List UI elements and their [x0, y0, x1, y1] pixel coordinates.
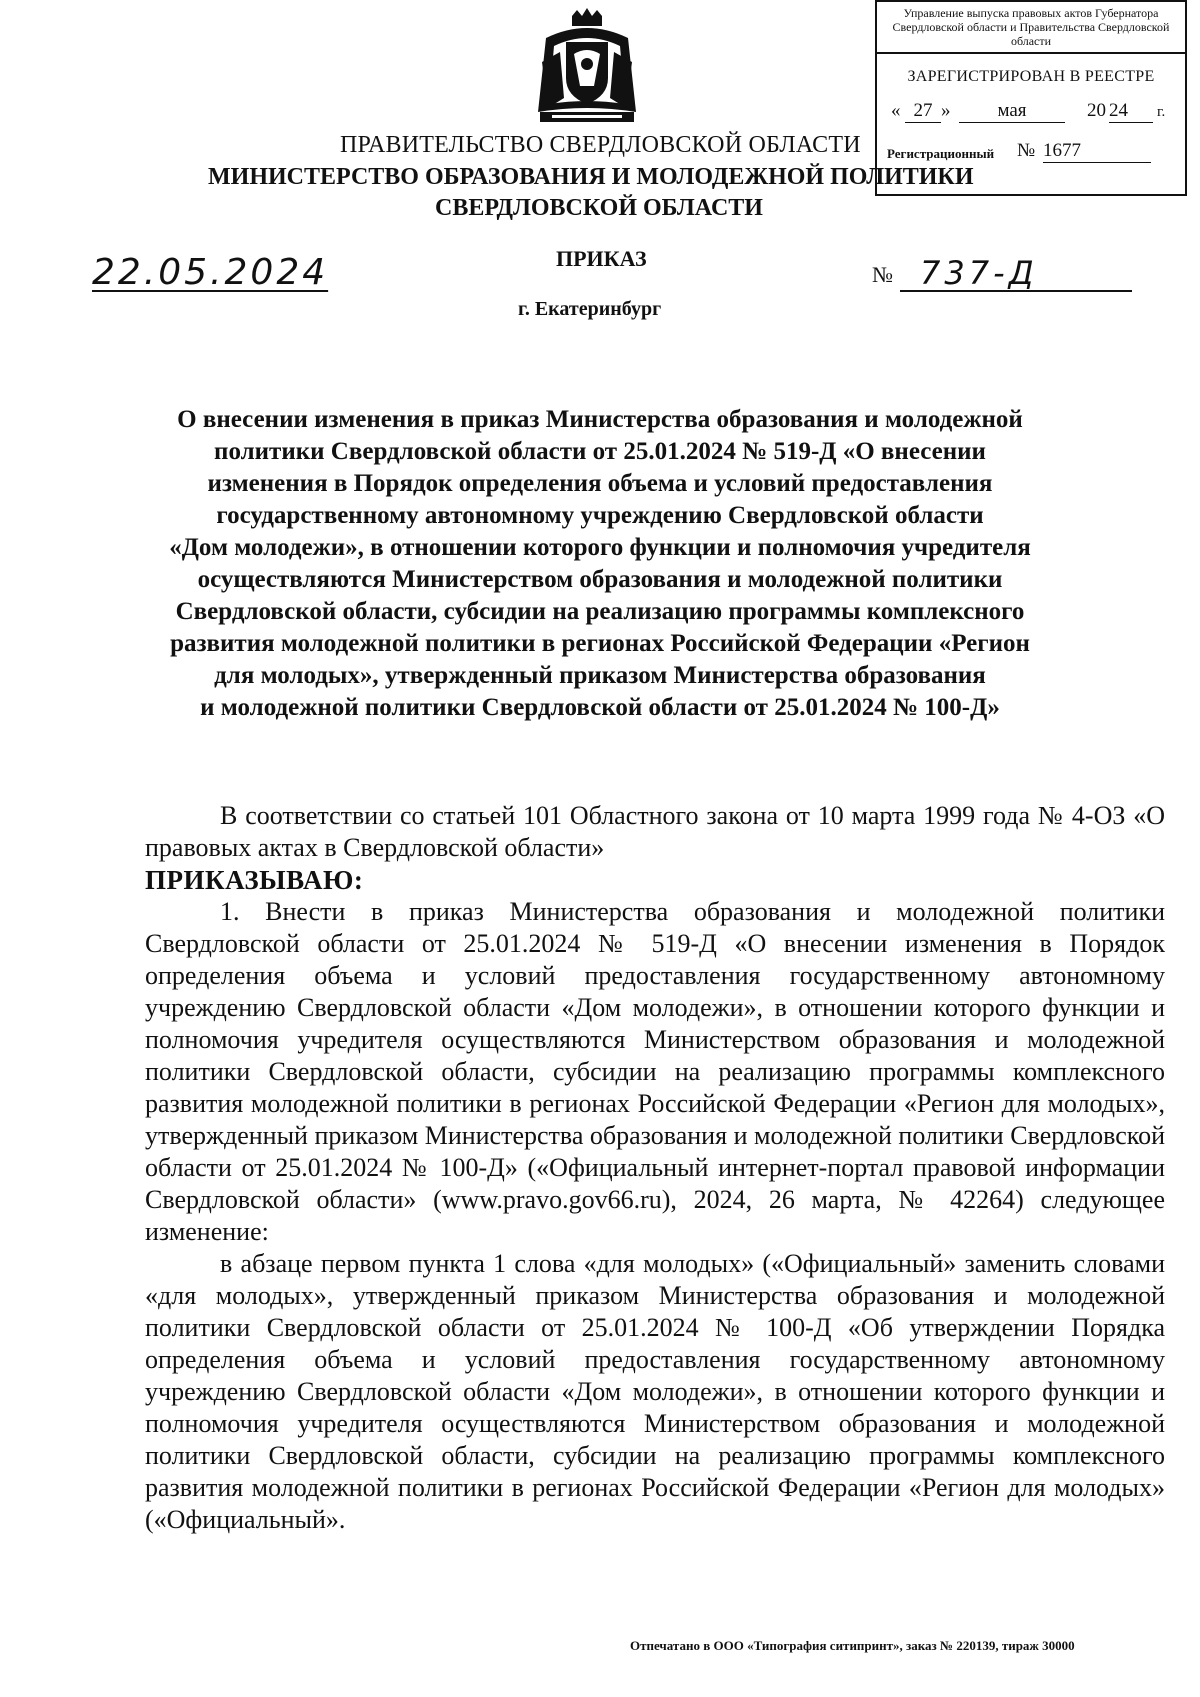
ministry-title: МИНИСТЕРСТВО ОБРАЗОВАНИЯ И МОЛОДЕЖНОЙ ПОЛИТИКИ — [208, 164, 974, 190]
title-line: для молодых», утвержденный приказом Министерства образования — [214, 662, 986, 689]
government-title: ПРАВИТЕЛЬСТВО СВЕРДЛОВСКОЙ ОБЛАСТИ — [340, 132, 861, 158]
printer-footer: Отпечатано в ООО «Типография ситипринт», заказ № 220139, тираж 30000 — [630, 1638, 1075, 1653]
order-word: ПРИКАЗЫВАЮ: — [145, 865, 364, 895]
order-title — [140, 404, 1060, 724]
stamp-month: мая — [959, 100, 1065, 123]
title-line: политики Свердловской области от 25.01.2024 № 519-Д «О внесении — [214, 438, 986, 465]
stamp-year-suffix: 24 — [1109, 100, 1153, 123]
coat-of-arms-emblem — [532, 8, 642, 126]
stamp-year-prefix: 20 — [1087, 100, 1106, 121]
stamp-reg-number: 1677 — [1043, 140, 1151, 163]
document-type: ПРИКАЗ — [556, 246, 647, 271]
handwritten-date: 22.05.2024 — [92, 252, 329, 293]
title-line: государственному автономному учреждению Свердловской области — [216, 502, 984, 529]
stamp-day: 27 — [905, 100, 941, 123]
number-sign: № — [872, 262, 893, 287]
title-line: О внесении изменения в приказ Министерства образования и молодежной — [177, 406, 1023, 433]
stamp-reg-label: Регистрационный — [887, 146, 995, 161]
title-line: и молодежной политики Свердловской области от 25.01.2024 № 100-Д» — [200, 694, 1000, 721]
stamp-year-unit: г. — [1157, 104, 1166, 120]
stamp-date: « 27 » мая 20 24 г. — [891, 100, 1166, 121]
stamp-registered-label: ЗАРЕГИСТРИРОВАН В РЕЕСТРЕ — [907, 68, 1155, 85]
title-line: изменения в Порядок определения объема и условий предоставления — [207, 470, 993, 497]
title-line: развития молодежной политики в регионах Российской Федерации «Регион — [170, 630, 1030, 657]
region-title: СВЕРДЛОВСКОЙ ОБЛАСТИ — [435, 195, 763, 221]
title-line: осуществляются Министерством образования и молодежной политики — [197, 566, 1003, 593]
stamp-no-sign: № — [1017, 140, 1036, 161]
stamp-issuer: Управление выпуска правовых актов Губернатора Свердловской области и Правительства Свердловской области — [877, 2, 1185, 54]
handwritten-number: 737-Д — [920, 254, 1038, 292]
order-body — [145, 800, 1165, 1536]
title-line: «Дом молодежи», в отношении которого функции и полномочия учредителя — [169, 534, 1031, 561]
title-line: Свердловской области, субсидии на реализацию программы комплексного — [175, 598, 1025, 625]
city: г. Екатеринбург — [518, 298, 662, 320]
item-1-change-paragraph: в абзаце первом пункта 1 слова «для молодых» («Официальный» заменить словами «для молодых», утвержденный приказом Министерства образования и молодежной политики Свердловской области от 25.01.2024 № 100-Д «Об утверждении Порядка определения объема и условий предоставления государственному автономному учреждению Свердловской области «Дом молодежи», в отношении которого функции и полномочия учредителя осуществляются Министерством образования и молодежной политики Свердловской области, субсидии на реализацию программы комплексного развития молодежной политики в регионах Российской Федерации «Регион для молодых» («Официальный». — [145, 1249, 1165, 1534]
intro-paragraph: В соответствии со статьей 101 Областного закона от 10 марта 1999 года № 4-ОЗ «О правовых актах в Свердловской области» — [145, 801, 1165, 862]
item-1-paragraph: 1. Внести в приказ Министерства образования и молодежной политики Свердловской области от 25.01.2024 № 519-Д «О внесении изменения в Порядок определения объема и условий предоставления государственному автономному учреждению Свердловской области «Дом молодежи», в отношении которого функции и полномочия учредителя осуществляются Министерством образования и молодежной политики Свердловской области, субсидии на реализацию программы комплексного развития молодежной политики в регионах Российской Федерации «Регион для молодых», утвержденный приказом Министерства образования и молодежной политики Свердловской области от 25.01.2024 № 100-Д» («Официальный интернет-портал правовой информации Свердловской области» (www.pravo.gov66.ru), 2024, 26 марта, № 42264) следующее изменение: — [145, 897, 1165, 1246]
